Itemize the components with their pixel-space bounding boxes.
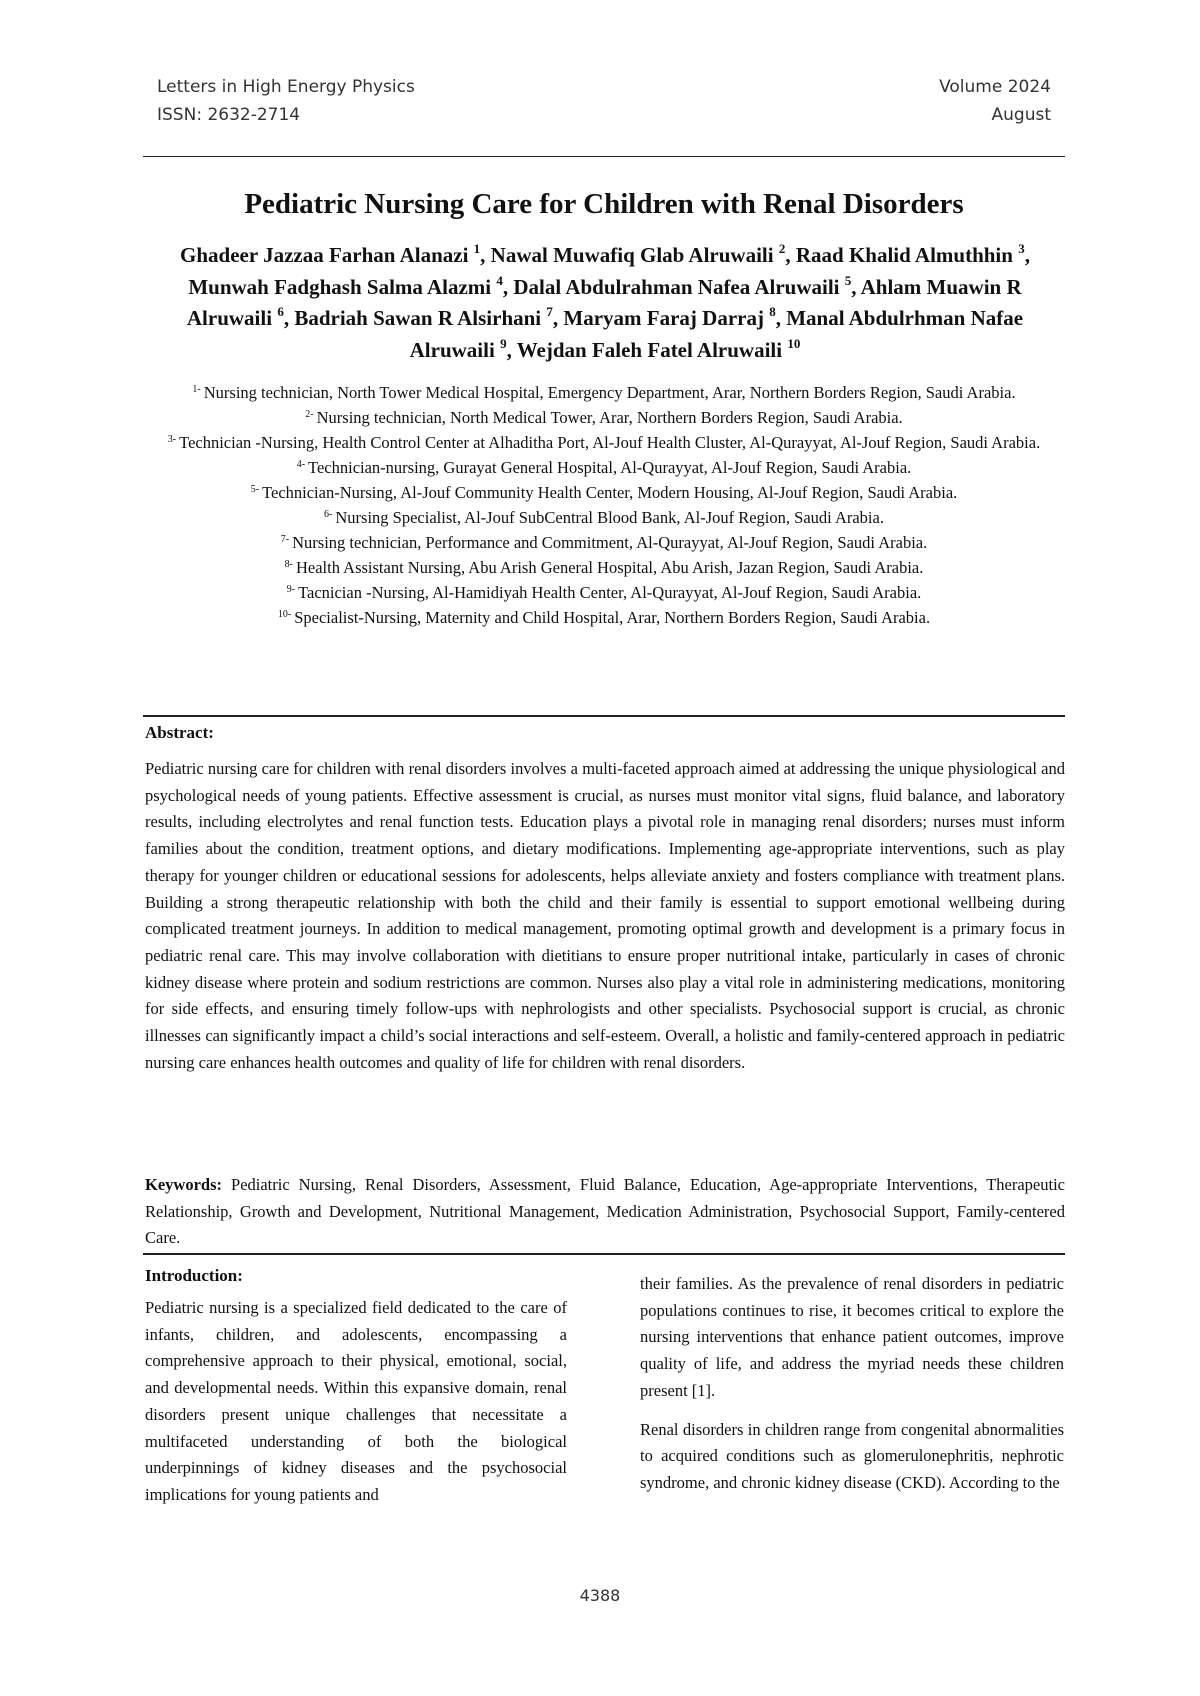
affiliation-number: 7- xyxy=(280,534,290,545)
affiliation-item xyxy=(143,480,1065,505)
author-affiliation-number: 1 xyxy=(473,240,481,256)
author-name: Ahlam Muawin R Alruwaili xyxy=(186,274,1022,330)
author-affiliation-number: 5 xyxy=(844,272,852,288)
affiliation-item xyxy=(143,380,1065,405)
author-affiliation-number: 7 xyxy=(546,303,553,319)
left-column xyxy=(145,1263,567,1521)
author-name: Badriah Sawan R Alsirhani xyxy=(294,306,542,330)
paper-title: Pediatric Nursing Care for Children with Renal Disorders xyxy=(244,188,964,220)
author-affiliation-number: 4 xyxy=(496,272,503,288)
affiliation-item xyxy=(143,530,1065,555)
introduction-paragraph: Pediatric nursing is a specialized field dedicated to the care of infants, children, and adolescents, encompassing a comprehensive approach to their physical, emotional, social, and developmental needs. Within this expansive domain, renal disorders present unique challenges that necessitate a multifaceted understanding of both the biological underpinnings of kidney diseases and the psychosocial implications for young patients and xyxy=(145,1298,567,1504)
running-header-left xyxy=(157,73,415,129)
affiliation-text: Technician -Nursing, Health Control Center at Alhaditha Port, Al-Jouf Health Cluster, Al-Qurayyat, Al-Jouf Region, Saudi Arabia. xyxy=(179,433,1041,452)
introduction-heading: Introduction: xyxy=(145,1266,243,1285)
page-number: 4388 xyxy=(579,1586,621,1605)
author-affiliation-number: 8 xyxy=(769,303,776,319)
affiliation-item xyxy=(143,605,1065,630)
affiliation-item xyxy=(143,555,1065,580)
author-name: Maryam Faraj Darraj xyxy=(563,306,764,330)
affiliation-number: 4- xyxy=(296,459,306,470)
affiliation-text: Nursing technician, North Medical Tower, Arar, Northern Borders Region, Saudi Arabia. xyxy=(316,408,903,427)
introduction-paragraph: Renal disorders in children range from congenital abnormalities to acquired conditions such as glomerulonephritis, nephrotic syndrome, and chronic kidney disease (CKD). According to the xyxy=(640,1419,1064,1492)
affiliation-text: Specialist-Nursing, Maternity and Child Hospital, Arar, Northern Borders Region, Saudi Arabia. xyxy=(294,608,931,627)
affiliation-item xyxy=(143,455,1065,480)
affiliation-item xyxy=(143,430,1065,455)
affiliation-text: Nursing technician, Performance and Commitment, Al-Qurayyat, Al-Jouf Region, Saudi Arabia. xyxy=(292,533,928,552)
abstract-divider xyxy=(143,715,1065,717)
running-header-right xyxy=(939,73,1051,129)
keywords xyxy=(145,1172,1065,1252)
affiliation-number: 3- xyxy=(167,434,177,445)
affiliation-text: Nursing technician, North Tower Medical Hospital, Emergency Department, Arar, Northern Borders Region, Saudi Arabia. xyxy=(203,383,1016,402)
affiliation-number: 8- xyxy=(284,559,293,570)
journal-month: August xyxy=(991,105,1051,125)
author-affiliation-number: 3 xyxy=(1018,240,1025,256)
journal-volume: Volume 2024 xyxy=(939,77,1051,97)
author-name: Munwah Fadghash Salma Alazmi xyxy=(188,274,492,299)
author-affiliation-number: 10 xyxy=(787,335,801,351)
author-list: Ghadeer Jazzaa Farhan Alanazi $^1$, Nawal Muwafiq Glab Alruwaili $^2$, Raad Khalid Almuthhin $^3$, Munwah Fadghash Salma Alazmi $^4$, Dalal Abdulrahman Nafea Alruwaili $^5$, Ahlam Muawin R Alruwaili $^6$, Badriah Sawan R Alsirhani $^7$, Maryam Faraj Darraj $^8$, Manal Abdulrhman Nafae Alruwaili $^9$, Wejdan Faleh Fatel Alruwaili $^{10}$ xyxy=(180,240,1030,362)
author-name: Wejdan Faleh Fatel Alruwaili xyxy=(516,337,783,362)
affiliation-item xyxy=(143,505,1065,530)
affiliation-text: Health Assistant Nursing, Abu Arish General Hospital, Abu Arish, Jazan Region, Saudi Arabia. xyxy=(295,558,924,577)
journal-issn: ISSN: 2632-2714 xyxy=(157,105,301,125)
affiliation-text: Technician-Nursing, Al-Jouf Community Health Center, Modern Housing, Al-Jouf Region, Saudi Arabia. xyxy=(262,483,958,502)
affiliation-number: 2- xyxy=(305,409,314,420)
affiliation-item xyxy=(143,580,1065,605)
affiliation-number: 6- xyxy=(324,509,333,520)
keywords-label: Keywords: xyxy=(145,1175,222,1194)
abstract-text: Pediatric nursing care for children with renal disorders involves a multi-faceted approach aimed at addressing the unique physiological and psychological needs of young patients. Effective assessment is crucial, as nurses must monitor vital signs, fluid balance, and laboratory results, including electrolytes and renal function tests. Education plays a pivotal role in managing renal disorders; nurses must inform families about the condition, treatment options, and dietary modifications. Implementing age-appropriate interventions, such as play therapy for younger children or educational sessions for adolescents, helps alleviate anxiety and fosters compliance with treatment plans. Building a strong therapeutic relationship with both the child and their family is essential to support emotional wellbeing during complicated treatment journeys. In addition to medical management, promoting optimal growth and development is a primary focus in pediatric renal care. This may involve collaboration with dietitians to ensure proper nutritional intake, particularly in cases of chronic kidney disease where protein and sodium restrictions are common. Nurses also play a vital role in administering medications, monitoring for side effects, and ensuring timely follow-ups with nephrologists and other specialists. Psychosocial support is crucial, as chronic illnesses can significantly impact a child’s social interactions and self-esteem. Overall, a holistic and family-centered approach in pediatric nursing care enhances health outcomes and quality of life for children with renal disorders. xyxy=(145,759,1065,1072)
abstract-heading: Abstract: xyxy=(145,723,214,742)
header-divider xyxy=(143,156,1065,157)
author-affiliation-number: 6 xyxy=(277,303,284,319)
right-column xyxy=(640,1271,1064,1509)
author-name: Nawal Muwafiq Glab Alruwaili xyxy=(490,243,774,267)
author-affiliation-number: 9 xyxy=(500,335,507,351)
affiliation-number: 10- xyxy=(277,609,292,620)
affiliation-text: Nursing Specialist, Al-Jouf SubCentral Blood Bank, Al-Jouf Region, Saudi Arabia. xyxy=(335,508,884,527)
keywords-text: Pediatric Nursing, Renal Disorders, Assessment, Fluid Balance, Education, Age-appropriate Interventions, Therapeutic Relationship, Growth and Development, Nutritional Management, Medication Administration, Psychosocial Support, Family-centered Care. xyxy=(145,1175,1065,1247)
affiliation-list xyxy=(143,380,1065,630)
author-name: Raad Khalid Almuthhin xyxy=(795,243,1013,267)
affiliation-number: 5- xyxy=(250,484,260,495)
affiliation-number: 9- xyxy=(286,584,296,595)
author-name: Dalal Abdulrahman Nafea Alruwaili xyxy=(513,274,840,299)
journal-name: Letters in High Energy Physics xyxy=(157,77,415,97)
affiliation-text: Tacnician -Nursing, Al-Hamidiyah Health Center, Al-Qurayyat, Al-Jouf Region, Saudi Arabia. xyxy=(298,583,922,602)
affiliation-number: 1- xyxy=(192,384,201,395)
affiliation-text: Technician-nursing, Gurayat General Hospital, Al-Qurayyat, Al-Jouf Region, Saudi Arabia. xyxy=(308,458,912,477)
author-affiliation-number: 2 xyxy=(778,240,786,256)
author-name: Manal Abdulrhman Nafae Alruwaili xyxy=(409,306,1024,362)
author-name: Ghadeer Jazzaa Farhan Alanazi xyxy=(180,243,469,267)
introduction-divider xyxy=(143,1253,1065,1255)
affiliation-item xyxy=(143,405,1065,430)
introduction-paragraph: their families. As the prevalence of renal disorders in pediatric populations continues to rise, it becomes critical to explore the nursing interventions that enhance patient outcomes, improve quality of life, and address the myriad needs these children present [1]. xyxy=(640,1274,1064,1400)
